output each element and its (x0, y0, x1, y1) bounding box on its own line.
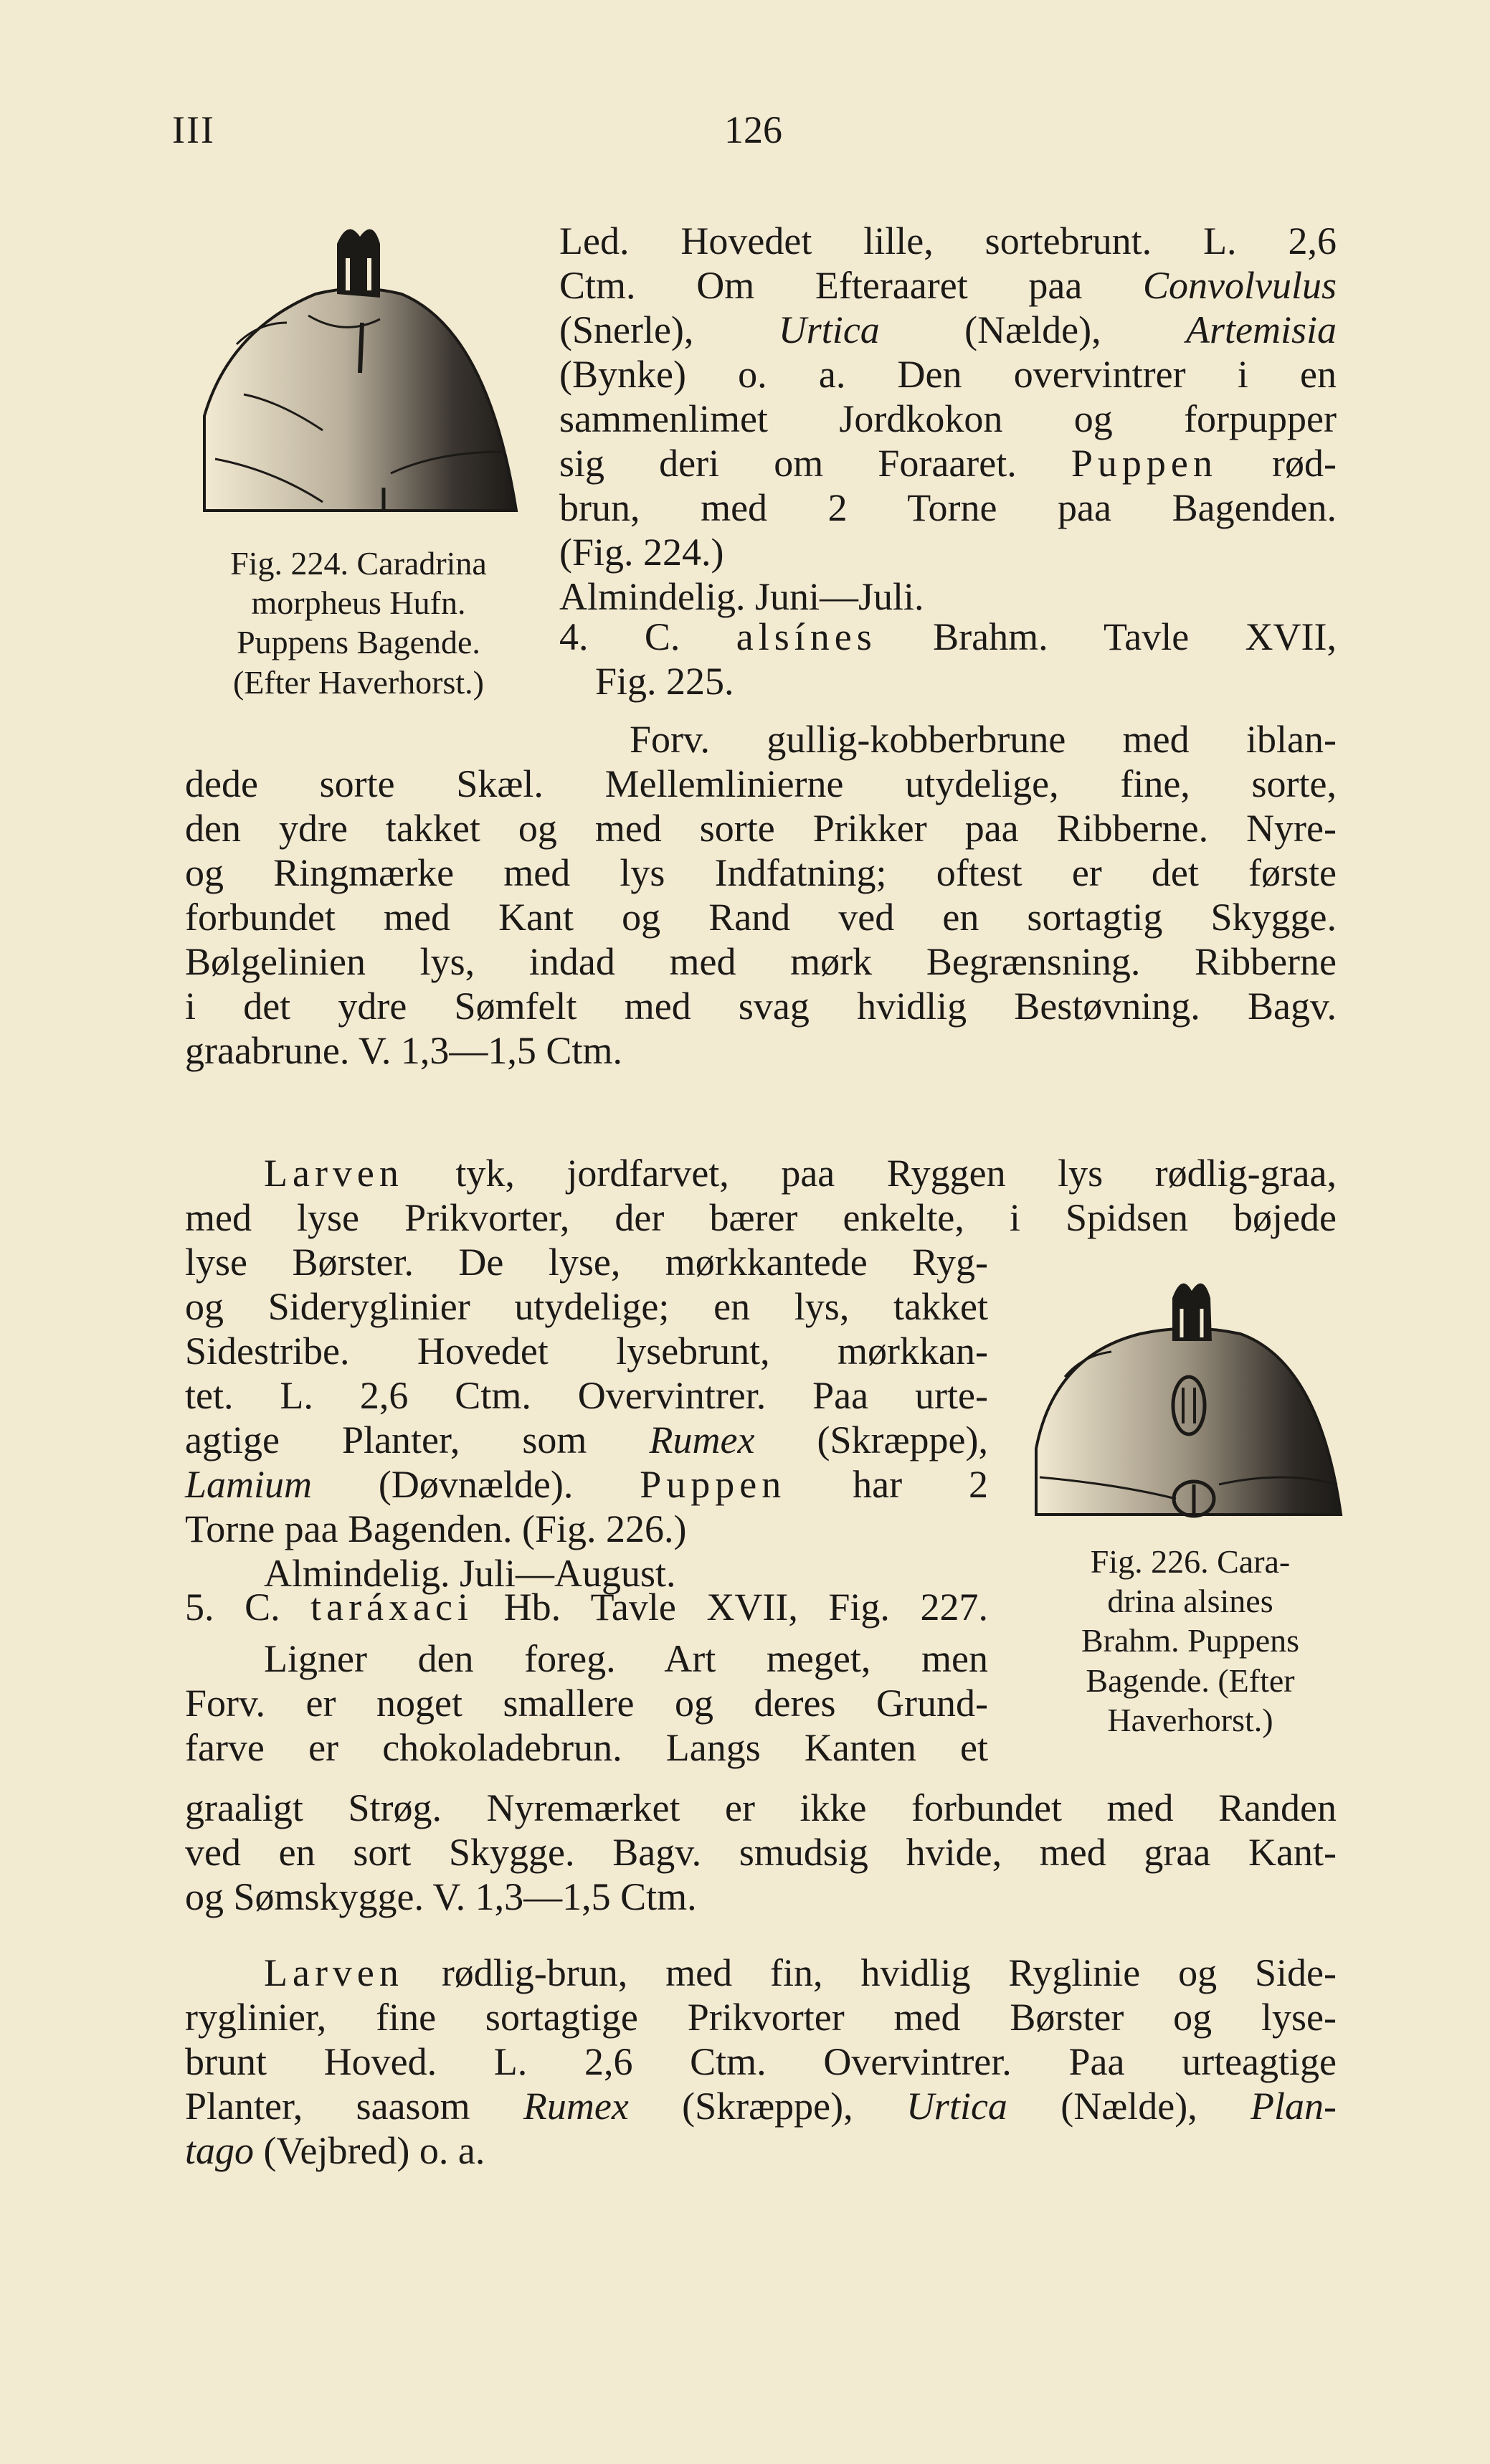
text-line: 5. C. taráxaci Hb. Tavle XVII, Fig. 227. (185, 1586, 988, 1629)
species-4-heading (559, 615, 1337, 703)
text-line: Bølgelinien lys, indad med mørk Begrænsning. Ribberne (185, 940, 1337, 983)
text-line: Ctm. Om Efteraaret paa Convolvulus (559, 264, 1337, 307)
section-number: III (172, 108, 215, 151)
text-line: tet. L. 2,6 Ctm. Overvintrer. Paa urte- (185, 1374, 988, 1417)
text-line: i det ydre Sømfelt med svag hvidlig Bestøvning. Bagv. (185, 985, 1337, 1028)
text-line: sig deri om Foraaret. Puppen rød- (559, 442, 1337, 485)
paragraph-taraxaci-continued (185, 1786, 1337, 1919)
species-5-heading (185, 1585, 988, 1629)
text-line: med lyse Prikvorter, der bærer enkelte, i Spidsen bøjede (185, 1196, 1337, 1239)
text-line: (Bynke) o. a. Den overvintrer i en (559, 353, 1337, 396)
paragraph-forewing-description (185, 717, 1337, 1073)
paragraph-taraxaci-larva (185, 1951, 1337, 2173)
text-line: lyse Børster. De lyse, mørkkantede Ryg- (185, 1241, 988, 1284)
text-line: Torne paa Bagenden. (Fig. 226.) (185, 1507, 687, 1550)
text-line: Larven tyk, jordfarvet, paa Ryggen lys rødlig-graa, (264, 1152, 1337, 1195)
paragraph-larva-description (185, 1151, 1337, 1240)
text-line: graabrune. V. 1,3—1,5 Ctm. (185, 1029, 622, 1072)
text-line: sammenlimet Jordkokon og forpupper (559, 397, 1337, 440)
paragraph-larva-continued (185, 1240, 988, 1596)
text-line: Planter, saasom Rumex (Skræppe), Urtica (Nælde), Plan- (185, 2085, 1337, 2128)
text-line: Ligner den foreg. Art meget, men (264, 1637, 988, 1680)
text-line: (Snerle), Urtica (Nælde), Artemisia (559, 308, 1337, 351)
text-line: Lamium (Døvnælde). Puppen har 2 (185, 1463, 988, 1506)
page-number: 126 (724, 108, 782, 151)
text-line: (Fig. 224.) (559, 531, 724, 574)
figure-224-pupa-illustration (201, 215, 531, 516)
text-line: dede sorte Skæl. Mellemlinierne utydelige, fine, sorte, (185, 762, 1337, 805)
text-line: ryglinier, fine sortagtige Prikvorter med Børster og lyse- (185, 1996, 1337, 2039)
text-line: tago (Vejbred) o. a. (185, 2129, 485, 2172)
text-line: Sidestribe. Hovedet lysebrunt, mørkkan- (185, 1330, 988, 1373)
text-line: forbundet med Kant og Rand ved en sortagtig Skygge. (185, 896, 1337, 939)
text-line: ved en sort Skygge. Bagv. smudsig hvide, med graa Kant- (185, 1831, 1337, 1874)
text-line: graaligt Strøg. Nyremærket er ikke forbundet med Randen (185, 1786, 1337, 1829)
text-line: Forv. gullig-kobberbrune med iblan- (630, 718, 1337, 761)
text-line: Almindelig. Juli—August. (264, 1552, 676, 1595)
text-line: og Sideryglinier utydelige; en lys, takket (185, 1285, 988, 1328)
text-line: og Ringmærke med lys Indfatning; oftest er det første (185, 851, 1337, 894)
text-line: Led. Hovedet lille, sortebrunt. L. 2,6 (559, 219, 1337, 262)
text-line: Almindelig. Juni—Juli. (559, 575, 924, 618)
text-line: brun, med 2 Torne paa Bagenden. (559, 486, 1337, 529)
text-line: agtige Planter, som Rumex (Skræppe), (185, 1418, 988, 1461)
figure-224-caption: Fig. 224. Caradrina morpheus Hufn. Puppens Bagende. (Efter Haverhorst.) (230, 545, 487, 701)
text-line: og Sømskygge. V. 1,3—1,5 Ctm. (185, 1875, 697, 1918)
text-line: 4. C. alsínes Brahm. Tavle XVII, (559, 615, 1337, 658)
text-line: Forv. er noget smallere og deres Grund- (185, 1682, 988, 1725)
text-line: Larven rødlig-brun, med fin, hvidlig Ryglinie og Side- (264, 1951, 1337, 1994)
text-line: brunt Hoved. L. 2,6 Ctm. Overvintrer. Paa urteagtige (185, 2040, 1337, 2083)
text-line: den ydre takket og med sorte Prikker paa Ribberne. Nyre- (185, 807, 1337, 850)
text-line: Fig. 225. (595, 660, 734, 703)
figure-226-caption: Fig. 226. Cara- drina alsines Brahm. Puppens Bagende. (Efter Haverhorst.) (1081, 1543, 1300, 1738)
text-line: farve er chokoladebrun. Langs Kanten et (185, 1726, 988, 1769)
paragraph-pupa-description (559, 219, 1337, 619)
paragraph-taraxaci-description (185, 1636, 988, 1770)
figure-226-pupa-illustration (1033, 1269, 1348, 1520)
